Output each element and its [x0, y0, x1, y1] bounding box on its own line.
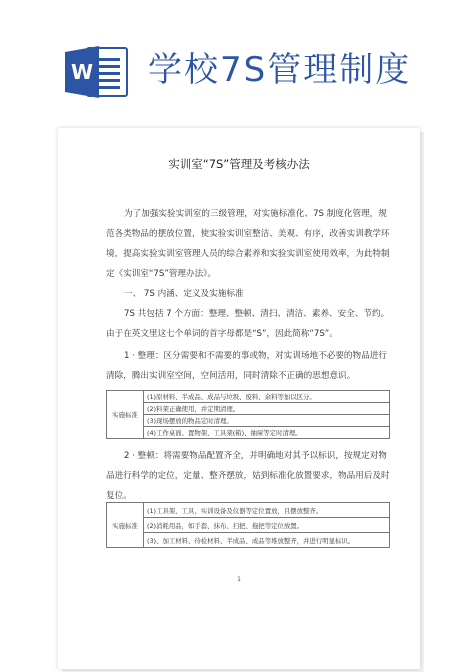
page-number: 1: [237, 576, 241, 583]
standards-table-1: [106, 390, 390, 439]
document-page: [58, 128, 420, 669]
item2-line: 2 · 整顿：将需要物品配置齐全，并明确地对其予以标识，按规定对物: [124, 451, 387, 461]
table-row: (2)消耗用品，如手套、抹布、扫把、拖把等定位放置。: [144, 518, 390, 533]
document-title: 实训室“7S”管理及考核办法: [168, 157, 310, 171]
intro-line: 境，提高实验实训室管理人员的综合素养和实验实训室使用效率，为此特制: [106, 249, 390, 259]
intro-line: 范各类物品的摆放位置，使实验实训室整洁、美观、有序，改善实训教学环: [106, 229, 390, 239]
table-row: (3)现场摆放的物品定时清理。: [144, 415, 390, 427]
table-row: (1)工具架、工具、实训设备及仪器等定位置放，且摆放整齐。: [144, 503, 390, 518]
word-document-icon: [63, 46, 129, 98]
table-row: (2)料架正确使用，并定期清理。: [144, 403, 390, 415]
table-row: (1)原材料、半成品、成品与垃圾、废料、余料等加以区分。: [144, 391, 390, 403]
logo-letter: W: [70, 60, 94, 84]
definition-line: 由于在英文里这七个单词的首字母都是“S”，因此简称“7S”。: [106, 329, 338, 339]
section-heading-text: 一、 7S 内涵、定义及实施标准: [124, 289, 244, 299]
table-row: (4)工作桌面、置物架、工具架(箱)、抽屉等定时清理。: [144, 427, 390, 439]
item2-paragraph: [106, 446, 388, 506]
item2-line: 品进行科学的定位，定量、整齐摆放，姑到标准化放置要求，物品用后及时: [106, 471, 390, 481]
intro-paragraph: [106, 204, 388, 284]
intro-line: 为了加强实验实训室的三级管理，对实施标准化、7S 制度化管理，规: [124, 209, 387, 219]
item1-line: 清除，腾出实训室空间，空间活用，同时清除不正确的思想意识。: [106, 371, 356, 381]
section-heading: [106, 284, 388, 304]
banner-title: 学校7S管理制度: [148, 50, 412, 90]
table-head: 实施标准: [107, 391, 144, 439]
definition-paragraph: [106, 304, 388, 344]
banner: [0, 0, 474, 118]
item1-line: 1 · 整理：区分需要和不需要的事或物，对实训场地不必要的物品进行: [124, 351, 387, 361]
table-row: (3)、加工材料、待检材料、半成品、成品等堆放整齐，并进行明显标识。: [144, 533, 390, 548]
item2-line: 复位。: [106, 491, 132, 501]
standards-table-2: [106, 502, 390, 548]
item1-paragraph: [106, 346, 388, 386]
intro-line: 定《实训室“7S”管理办法》。: [106, 269, 217, 279]
definition-line: 7S 共包括 7 个方面：整理、整顿、清扫、清洁、素养、安全、节约。: [124, 309, 390, 319]
table-head: 实施标准: [107, 503, 144, 548]
